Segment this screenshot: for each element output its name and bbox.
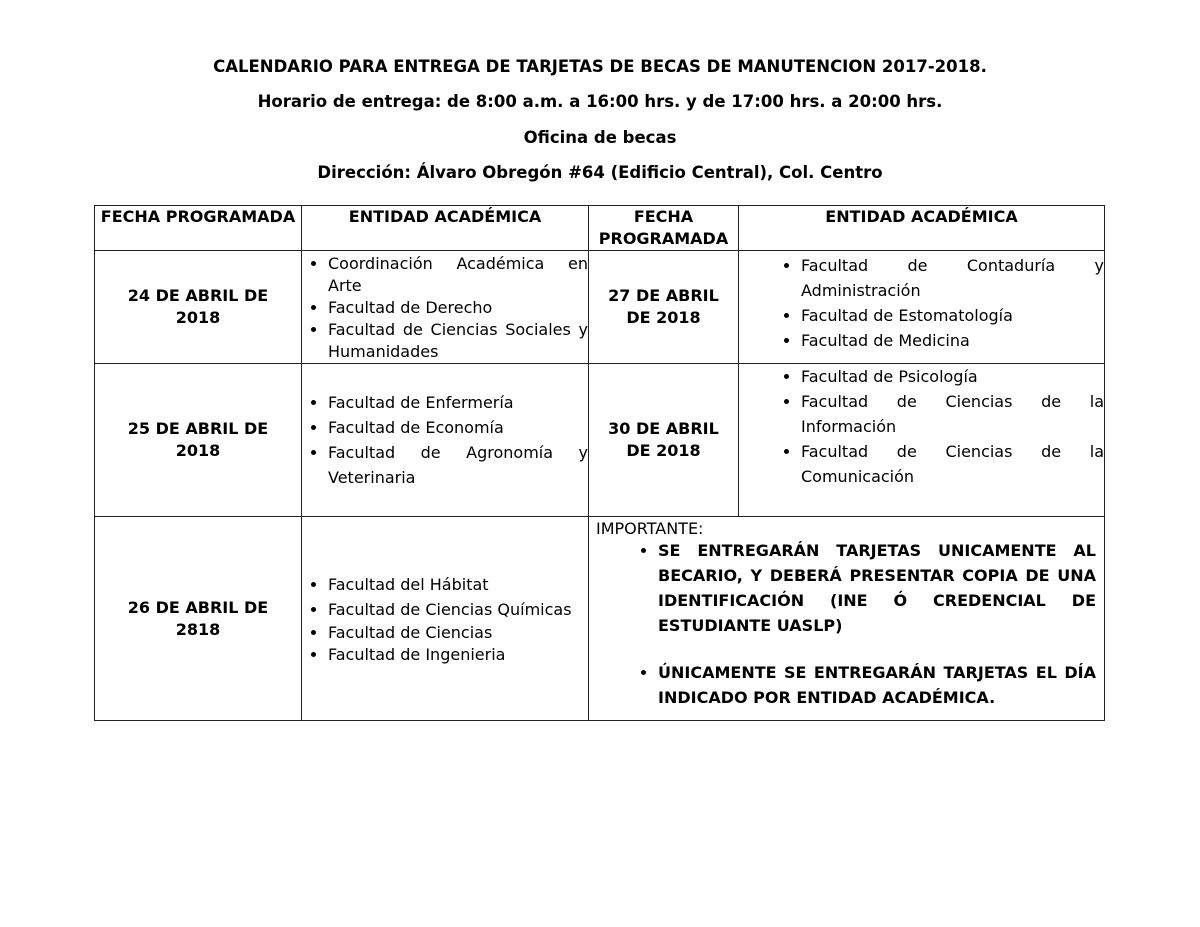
list-item: • Facultad de Contaduría y Administración: [801, 253, 1104, 303]
table-header-row: [95, 206, 1105, 251]
list-item: • Facultad de Psicología: [801, 364, 1104, 389]
entity-list: [302, 572, 588, 666]
date-label: 24 DE ABRIL DE 2018: [127, 286, 269, 327]
important-notice-item: • SE ENTREGARÁN TARJETAS UNICAMENTE AL BECARIO, Y DEBERÁ PRESENTAR COPIA DE UNA IDENTIFICACIÓN (INE Ó CREDENCIAL DE ESTUDIANTE UASLP): [658, 538, 1096, 638]
important-notice-item: • ÚNICAMENTE SE ENTREGARÁN TARJETAS EL DÍA INDICADO POR ENTIDAD ACADÉMICA.: [658, 660, 1096, 710]
entity-list-cell: [739, 251, 1105, 364]
entity-list: [775, 364, 1104, 489]
scheduled-date: [589, 251, 739, 364]
entity-list-cell: [739, 364, 1105, 517]
table-row: [95, 364, 1105, 517]
scheduled-date: [589, 364, 739, 517]
list-item: • Facultad de Estomatología: [801, 303, 1104, 328]
date-label: 25 DE ABRIL DE 2018: [127, 419, 269, 460]
date-label: 27 DE ABRIL DE 2018: [608, 286, 719, 327]
list-item: • Facultad de Ciencias Químicas: [328, 597, 588, 622]
important-notice-cell: [589, 517, 1105, 721]
list-item: • Facultad de Ciencias de la Información: [801, 389, 1104, 439]
list-item: • Facultad de Ciencias Sociales y Humanidades: [328, 319, 588, 363]
list-item: • Facultad de Ciencias de la Comunicación: [801, 439, 1104, 489]
entity-list-cell: [302, 251, 589, 364]
entity-list-cell: [302, 364, 589, 517]
table-row: [95, 251, 1105, 364]
scheduled-date: [95, 517, 302, 721]
date-label: 30 DE ABRIL DE 2018: [608, 419, 719, 460]
column-header-entity: ENTIDAD ACADÉMICA: [739, 206, 1105, 251]
entity-list-cell: [302, 517, 589, 721]
entity-list: [775, 253, 1104, 353]
scheduled-date: [95, 251, 302, 364]
table-row: [95, 517, 1105, 721]
list-item: • Facultad de Economía: [328, 415, 588, 440]
office-address: Dirección: Álvaro Obregón #64 (Edificio Central), Col. Centro: [317, 163, 883, 182]
important-label: IMPORTANTE:: [596, 519, 704, 538]
column-header-date: FECHA PROGRAMADA: [95, 206, 302, 251]
list-item: • Coordinación Académica en Arte: [328, 253, 588, 297]
list-item: • Facultad de Medicina: [801, 328, 1104, 353]
office-name: Oficina de becas: [523, 128, 677, 147]
column-header-date: FECHA PROGRAMADA: [589, 206, 739, 251]
list-item: • Facultad de Ingenieria: [328, 644, 588, 666]
delivery-schedule: Horario de entrega: de 8:00 a.m. a 16:00 hrs. y de 17:00 hrs. a 20:00 hrs.: [257, 92, 943, 111]
date-label: 26 DE ABRIL DE 2818: [127, 597, 269, 639]
column-header-entity: ENTIDAD ACADÉMICA: [302, 206, 589, 251]
entity-list: [302, 253, 588, 363]
document-title: CALENDARIO PARA ENTREGA DE TARJETAS DE BECAS DE MANUTENCION 2017-2018.: [213, 57, 987, 76]
scheduled-date: [95, 364, 302, 517]
list-item: • Facultad de Ciencias: [328, 622, 588, 644]
entity-list: [302, 390, 588, 490]
important-notice-list: [596, 538, 1096, 710]
list-item: • Facultad de Agronomía y Veterinaria: [328, 440, 588, 490]
delivery-calendar-table: [94, 205, 1105, 721]
list-item: • Facultad del Hábitat: [328, 572, 588, 597]
list-item: • Facultad de Derecho: [328, 297, 588, 319]
list-item: • Facultad de Enfermería: [328, 390, 588, 415]
